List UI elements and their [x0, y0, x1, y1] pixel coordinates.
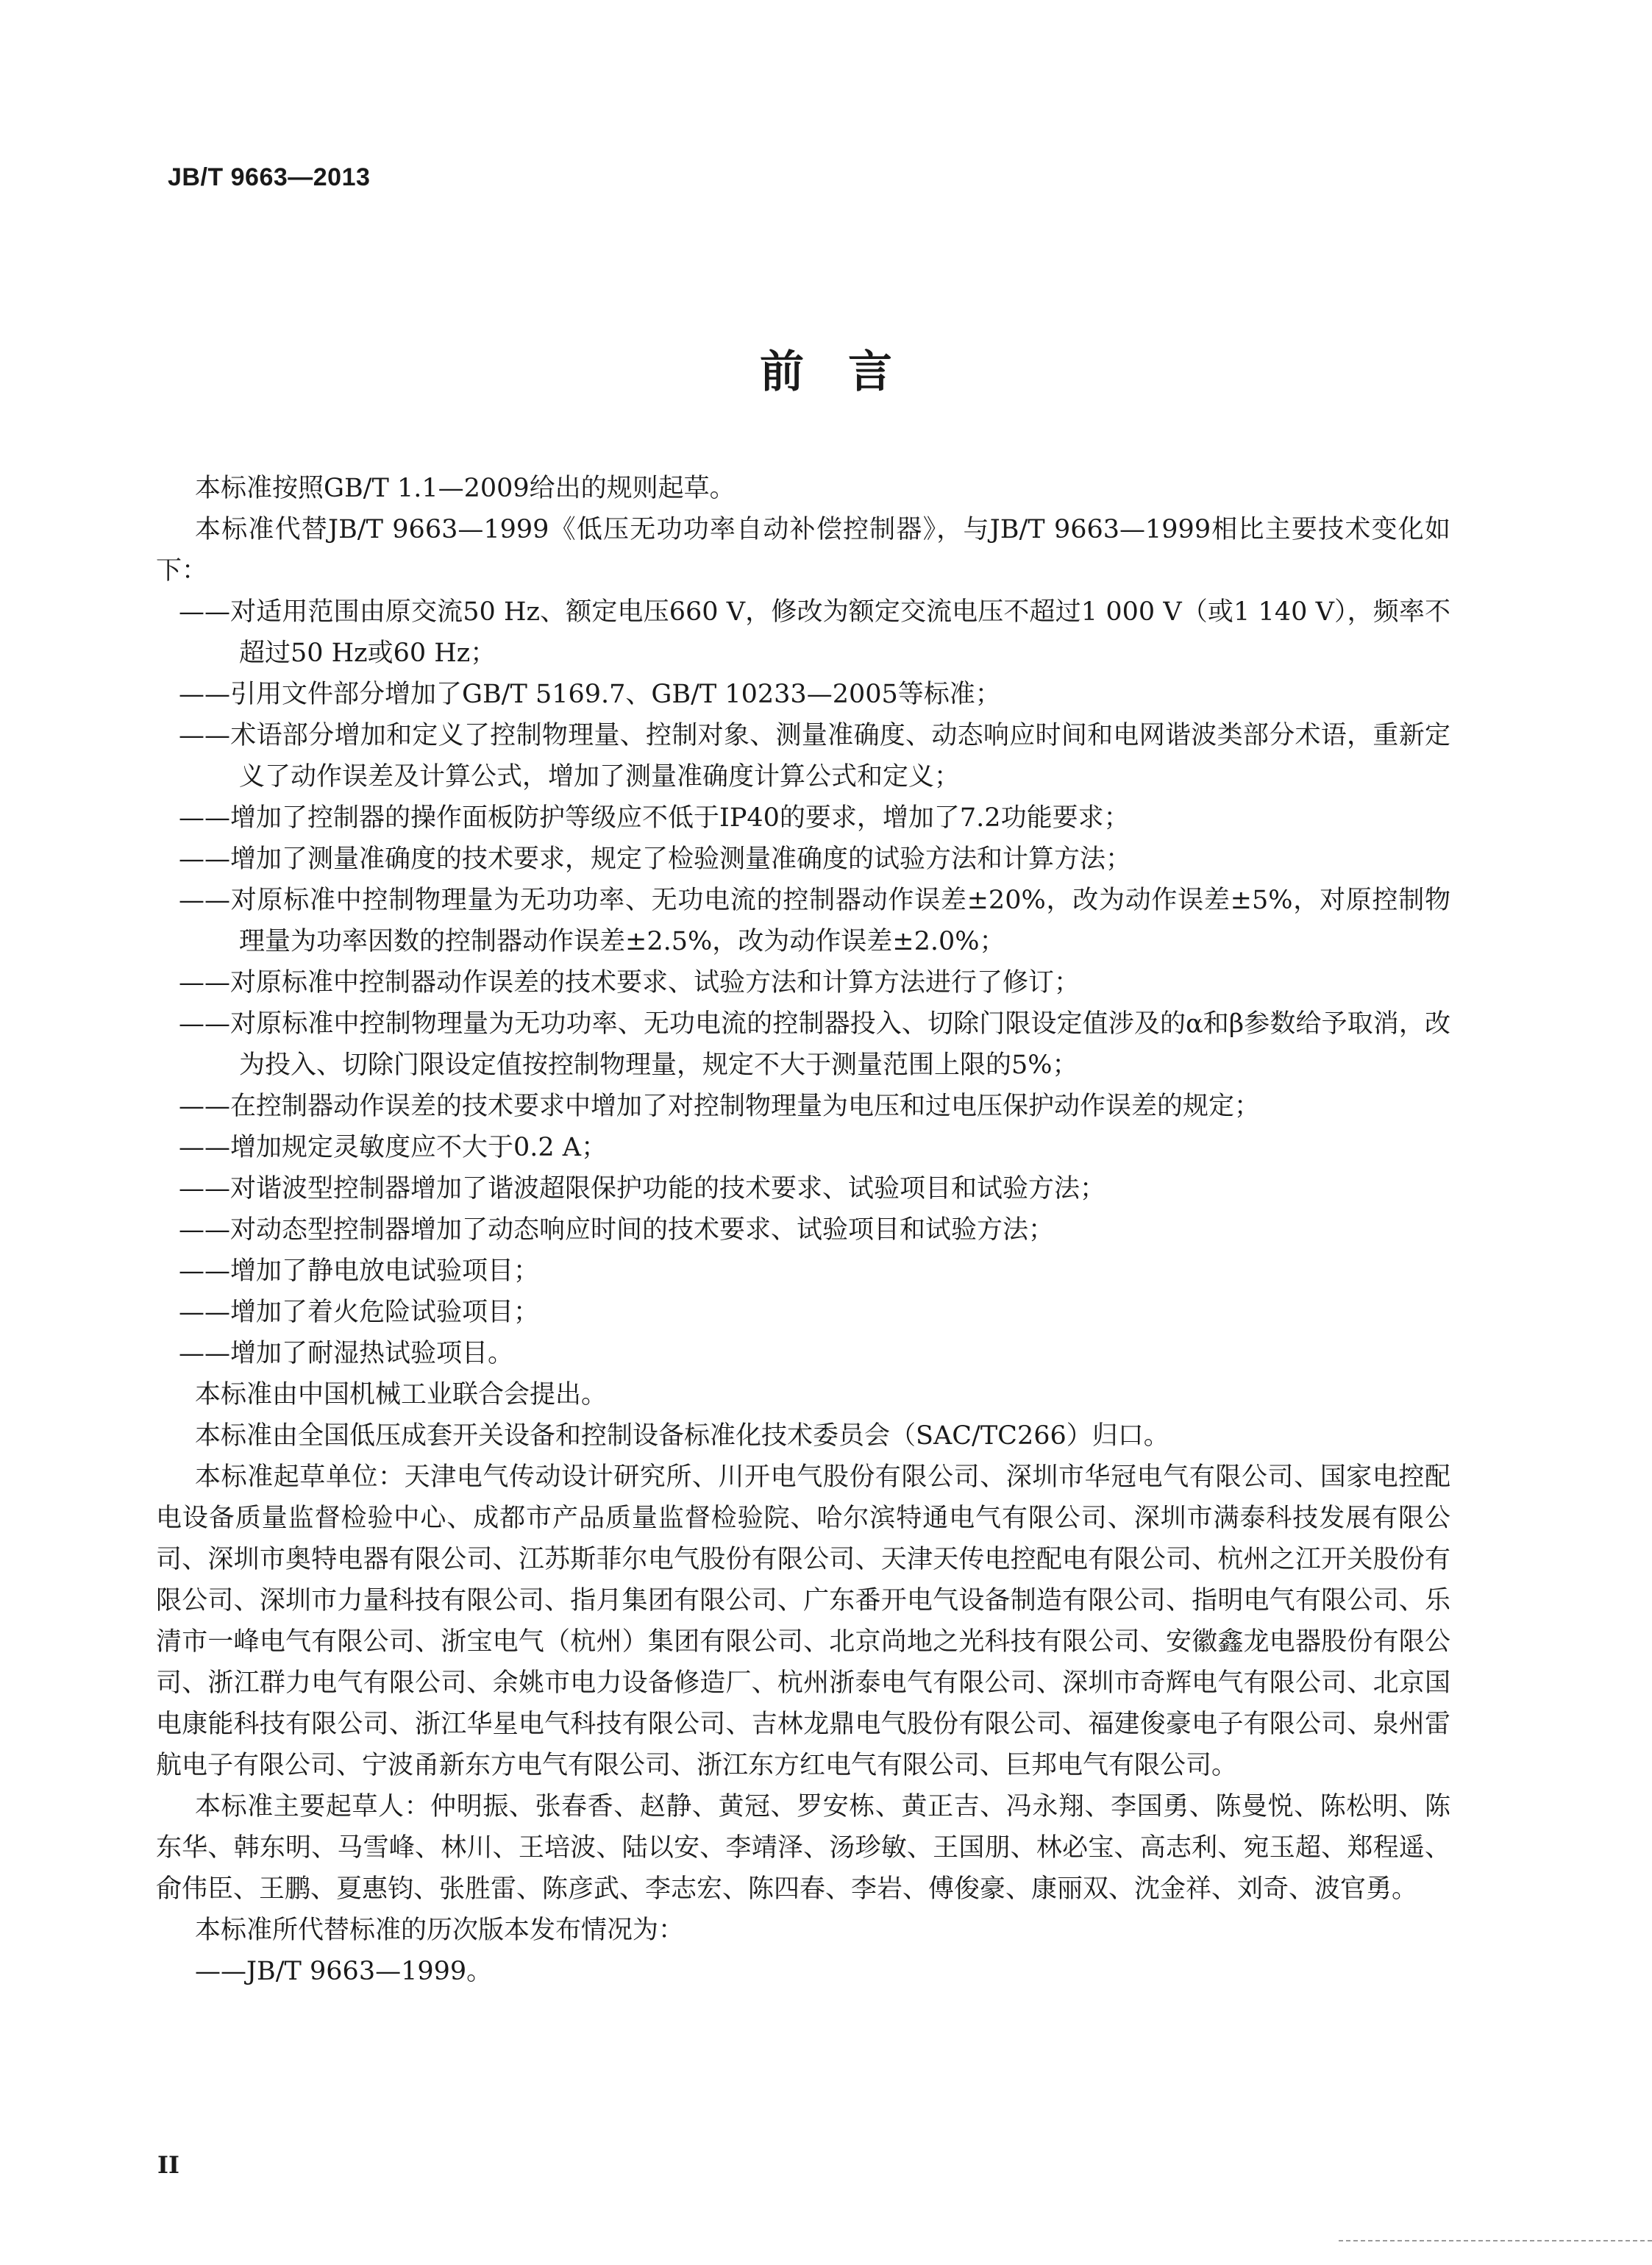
change-item: ——对原标准中控制物理量为无功功率、无功电流的控制器投入、切除门限设定值涉及的α和β参数给予取消，改为投入、切除门限设定值按控制物理量，规定不大于测量范围上限的5%； [179, 1009, 1450, 1080]
paragraph-drafting-rules: 本标准按照GB/T 1.1—2009给出的规则起草。 [195, 474, 736, 503]
change-item: ——对原标准中控制器动作误差的技术要求、试验方法和计算方法进行了修订； [179, 968, 1080, 998]
paragraph-committee: 本标准由全国低压成套开关设备和控制设备标准化技术委员会（SAC/TC266）归口。 [195, 1421, 1169, 1451]
change-item: ——对谐波型控制器增加了谐波超限保护功能的技术要求、试验项目和试验方法； [179, 1174, 1106, 1203]
change-item: ——增加了静电放电试验项目； [179, 1256, 540, 1286]
change-item: ——增加了着火危险试验项目； [179, 1298, 540, 1327]
change-item: ——增加规定灵敏度应不大于0.2 A； [179, 1133, 608, 1162]
change-item: ——在控制器动作误差的技术要求中增加了对控制物理量为电压和过电压保护动作误差的规定； [179, 1092, 1261, 1121]
paragraph-replaces: 本标准代替JB/T 9663—1999《低压无功功率自动补偿控制器》，与JB/T 9663—1999相比主要技术变化如下： [156, 515, 1450, 586]
change-item: ——对动态型控制器增加了动态响应时间的技术要求、试验项目和试验方法； [179, 1215, 1055, 1245]
change-item: ——对适用范围由原交流50 Hz、额定电压660 V，修改为额定交流电压不超过1 000 V（或1 140 V），频率不超过50 Hz或60 Hz； [179, 597, 1450, 668]
change-item: ——增加了耐湿热试验项目。 [179, 1339, 514, 1368]
change-item: ——对原标准中控制物理量为无功功率、无功电流的控制器动作误差±20%，改为动作误差±5%，对原控制物理量为功率因数的控制器动作误差±2.5%，改为动作误差±2.0%； [179, 886, 1450, 956]
change-item: ——增加了控制器的操作面板防护等级应不低于IP40的要求，增加了7.2功能要求； [179, 803, 1130, 833]
change-item: ——增加了测量准确度的技术要求，规定了检验测量准确度的试验方法和计算方法； [179, 845, 1132, 874]
page-title: 前言 [760, 346, 936, 398]
paragraph-history-intro: 本标准所代替标准的历次版本发布情况为： [195, 1916, 685, 1945]
change-item: ——术语部分增加和定义了控制物理量、控制对象、测量准确度、动态响应时间和电网谐波类部分术语，重新定义了动作误差及计算公式，增加了测量准确度计算公式和定义； [179, 721, 1450, 792]
history-item: ——JB/T 9663—1999。 [195, 1957, 493, 1986]
document-code: JB/T 9663—2013 [168, 163, 371, 191]
paragraph-drafting-units: 本标准起草单位：天津电气传动设计研究所、川开电气股份有限公司、深圳市华冠电气有限公司、国家电控配电设备质量监督检验中心、成都市产品质量监督检验院、哈尔滨特通电气有限公司、深圳市满泰科技发展有限公司、深圳市奥特电器有限公司、江苏斯菲尔电气股份有限公司、天津天传电控配电有限公司、杭州之江开关股份有限公司、深圳市力量科技有限公司、指月集团有限公司、广东番开电气设备制造有限公司、指明电气有限公司、乐清市一峰电气有限公司、浙宝电气（杭州）集团有限公司、北京尚地之光科技有限公司、安徽鑫龙电器股份有限公司、浙江群力电气有限公司、余姚市电力设备修造厂、杭州浙泰电气有限公司、深圳市奇辉电气有限公司、北京国电康能科技有限公司、浙江华星电气科技有限公司、吉林龙鼎电气股份有限公司、福建俊豪电子有限公司、泉州雷航电子有限公司、宁波甬新东方电气有限公司、浙江东方红电气有限公司、巨邦电气有限公司。 [156, 1462, 1450, 1780]
page-number: II [157, 2151, 179, 2179]
foreword-body [156, 468, 1450, 1992]
change-item: ——引用文件部分增加了GB/T 5169.7、GB/T 10233—2005等标准； [179, 680, 1001, 709]
paragraph-proposed-by: 本标准由中国机械工业联合会提出。 [195, 1380, 608, 1409]
scan-artifact-line [1339, 2240, 1652, 2241]
paragraph-drafters: 本标准主要起草人：仲明振、张春香、赵静、黄冠、罗安栋、黄正吉、冯永翔、李国勇、陈曼悦、陈松明、陈东华、韩东明、马雪峰、林川、王培波、陆以安、李靖泽、汤珍敏、王国朋、林必宝、高志利、宛玉超、郑程遥、俞伟臣、王鹏、夏惠钧、张胜雷、陈彦武、李志宏、陈四春、李岩、傅俊豪、康丽双、沈金祥、刘奇、波官勇。 [156, 1792, 1450, 1904]
